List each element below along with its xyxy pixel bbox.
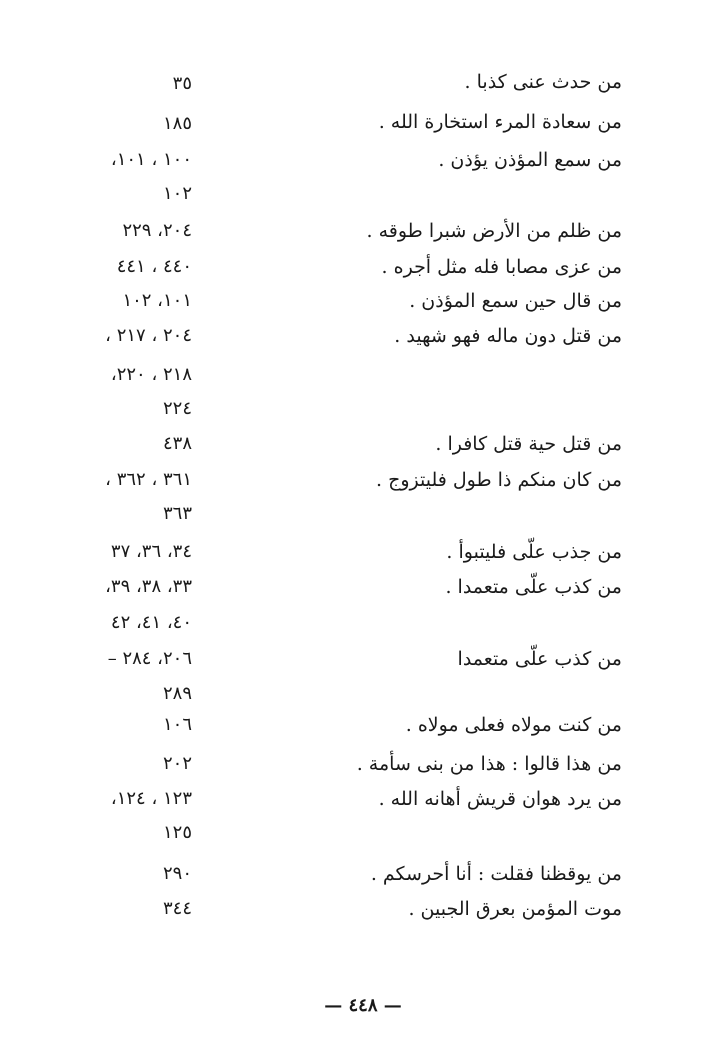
page-ref: ٢٠٦، ٢٨٤ – [107,648,192,669]
hadith-entry: من قتل دون ماله فهو شهيد . [394,325,622,347]
hadith-entry: من حدث عنى كذبا . [464,71,622,93]
page-ref: ١٠٦ [162,714,192,735]
page-ref: ١٢٣ ، ١٢٤، [110,788,192,809]
hadith-entry: من سمع المؤذن يؤذن . [438,149,622,171]
page-ref: ٣٦١ ، ٣٦٢ ، [105,469,192,490]
hadith-entry: من كذب علّى متعمدا [457,648,622,670]
hadith-entry: من يوقظنا فقلت : أنا أحرسكم . [370,863,622,885]
page-ref: ٤٣٨ [162,433,192,454]
page-ref: ٢٠٢ [162,753,192,774]
hadith-entry: من يرد هوان قريش أهانه الله . [378,788,622,810]
hadith-entry: من هذا قالوا : هذا من بنى سأمة . [356,753,622,775]
page-ref: ٤٠، ٤١، ٤٢ [110,612,192,633]
page-ref: ٢٠٤ ، ٢١٧ ، [105,325,192,346]
hadith-entry: موت المؤمن بعرق الجبين . [408,898,622,920]
page-ref: ٣٦٣ [162,503,192,524]
page-ref: ٤٤٠ ، ٤٤١ [116,256,192,277]
page-ref: ٣٤٤ [162,898,192,919]
hadith-entry: من كنت مولاه فعلى مولاه . [405,714,622,736]
page-ref: ١٠٠ ، ١٠١، [110,149,192,170]
page-ref: ١٨٥ [162,113,192,134]
hadith-entry: من كان منكم ذا طول فليتزوج . [376,469,622,491]
page-ref: ٢٠٤، ٢٢٩ [122,220,192,241]
page-ref: ٣٤، ٣٦، ٣٧ [110,541,192,562]
hadith-entry: من قتل حية قتل كافرا . [435,433,622,455]
page-ref: ٣٣، ٣٨، ٣٩، [105,576,192,597]
page-ref: ١٠١، ١٠٢ [122,290,192,311]
hadith-entry: من سعادة المرء استخارة الله . [378,111,622,133]
page-number: — ٤٤٨ — [324,995,402,1016]
hadith-entry: من كذب علّى متعمدا . [445,576,622,598]
page-ref: ٢١٨ ، ٢٢٠، [110,364,192,385]
page-ref: ٢٩٠ [162,863,192,884]
hadith-entry: من قال حين سمع المؤذن . [409,290,622,312]
hadith-entry: من ظلم من الأرض شبرا طوقه . [366,220,622,242]
page-ref: ١٢٥ [162,822,192,843]
page-ref: ٣٥ [172,73,192,94]
page-ref: ١٠٢ [162,183,192,204]
page-ref: ٢٢٤ [162,398,192,419]
hadith-entry: من جذب علّى فليتبوأ . [446,541,622,563]
hadith-entry: من عزى مصابا فله مثل أجره . [381,256,622,278]
page-ref: ٢٨٩ [162,683,192,704]
